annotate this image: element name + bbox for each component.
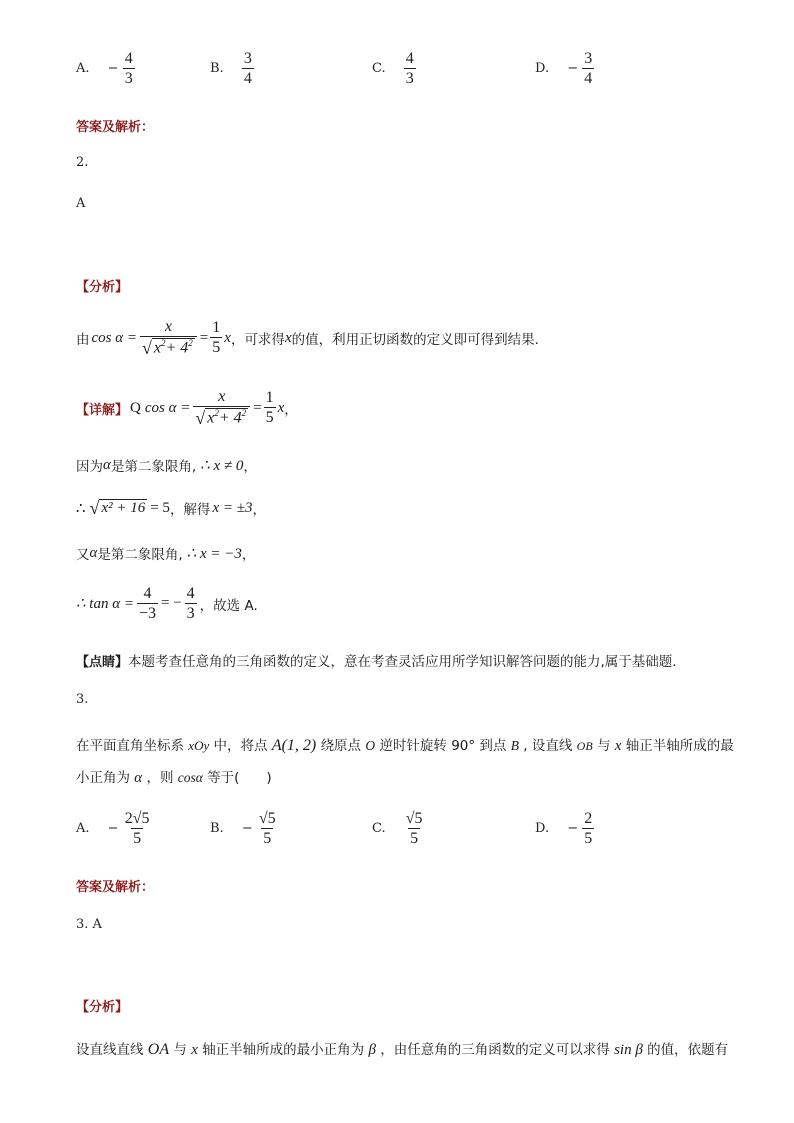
q1-option-d: D. − $\frac{3}{4}$: [535, 50, 593, 87]
q3-analysis-heading: 【分析】: [76, 1000, 129, 1015]
q3-answer-heading: 答案及解析：: [76, 880, 155, 895]
q3-answer: 3. A: [76, 917, 102, 932]
q2-number: 2.: [76, 155, 89, 170]
q3-stem-line-2: 小正角为 α ，则 cosα 等于( ): [76, 770, 272, 786]
q2-detail-line: 【详解】 Q cos α = x √ $x^2+ 4^2$ = $\frac{1}{5}$ x ，: [76, 388, 298, 428]
q2-comment: 【点睛】本题考查任意角的三角函数的定义，意在考查灵活应用所学知识解答问题的能力,属于基础题.: [76, 654, 677, 670]
q1-option-a: A. − $\frac{4}{3}$: [76, 50, 133, 87]
q3-number: 3.: [76, 692, 89, 707]
q1-option-b: B. $\frac{3}{4}$: [210, 50, 252, 87]
q3-option-c: C. $\frac{√5}{5}$: [372, 810, 423, 847]
q2-analysis-line: 由 cos α = x √ $x^2+ 4^2$ = $\frac{1}{5}$ x ，可求得 x 的值，利用正切函数的定义即可得到结果.: [76, 318, 539, 358]
q1-option-c: C. $\frac{4}{3}$: [372, 50, 414, 87]
q2-line-2: ∴ √ x² + 16 = 5 ，解得 x = ±3 ，: [76, 498, 266, 518]
q2-line-4: ∴ tan α = $\frac{4}{-3}$ = − $\frac{4}{3}$ ，故选 A.: [76, 585, 258, 622]
q3-option-b: B. − $\frac{√5}{5}$: [210, 810, 276, 847]
q2-line-1: 因为 α 是第二象限角, ∴ x ≠ 0 ，: [76, 456, 257, 475]
q3-option-d: D. − $\frac{2}{5}$: [535, 810, 593, 847]
q3-option-a: A. − $\frac{2√5}{5}$: [76, 810, 150, 847]
q2-line-3: 又 α 是第二象限角, ∴ x = −3 ，: [76, 544, 256, 563]
q2-answer: A: [76, 196, 86, 211]
q3-analysis-line: 设直线直线 OA 与 x 轴正半轴所成的最小正角为 β ，由任意角的三角函数的定义可以求得 sin β 的值，依题有: [76, 1041, 729, 1058]
answer-heading: 答案及解析：: [76, 120, 155, 135]
q2-analysis-heading: 【分析】: [76, 280, 129, 295]
q3-stem-line-1: 在平面直角坐标系 xOy 中，将点 A(1, 2) 绕原点 O 逆时针旋转 90° 到点 B , 设直线 OB 与 x 轴正半轴所成的最: [76, 737, 734, 754]
